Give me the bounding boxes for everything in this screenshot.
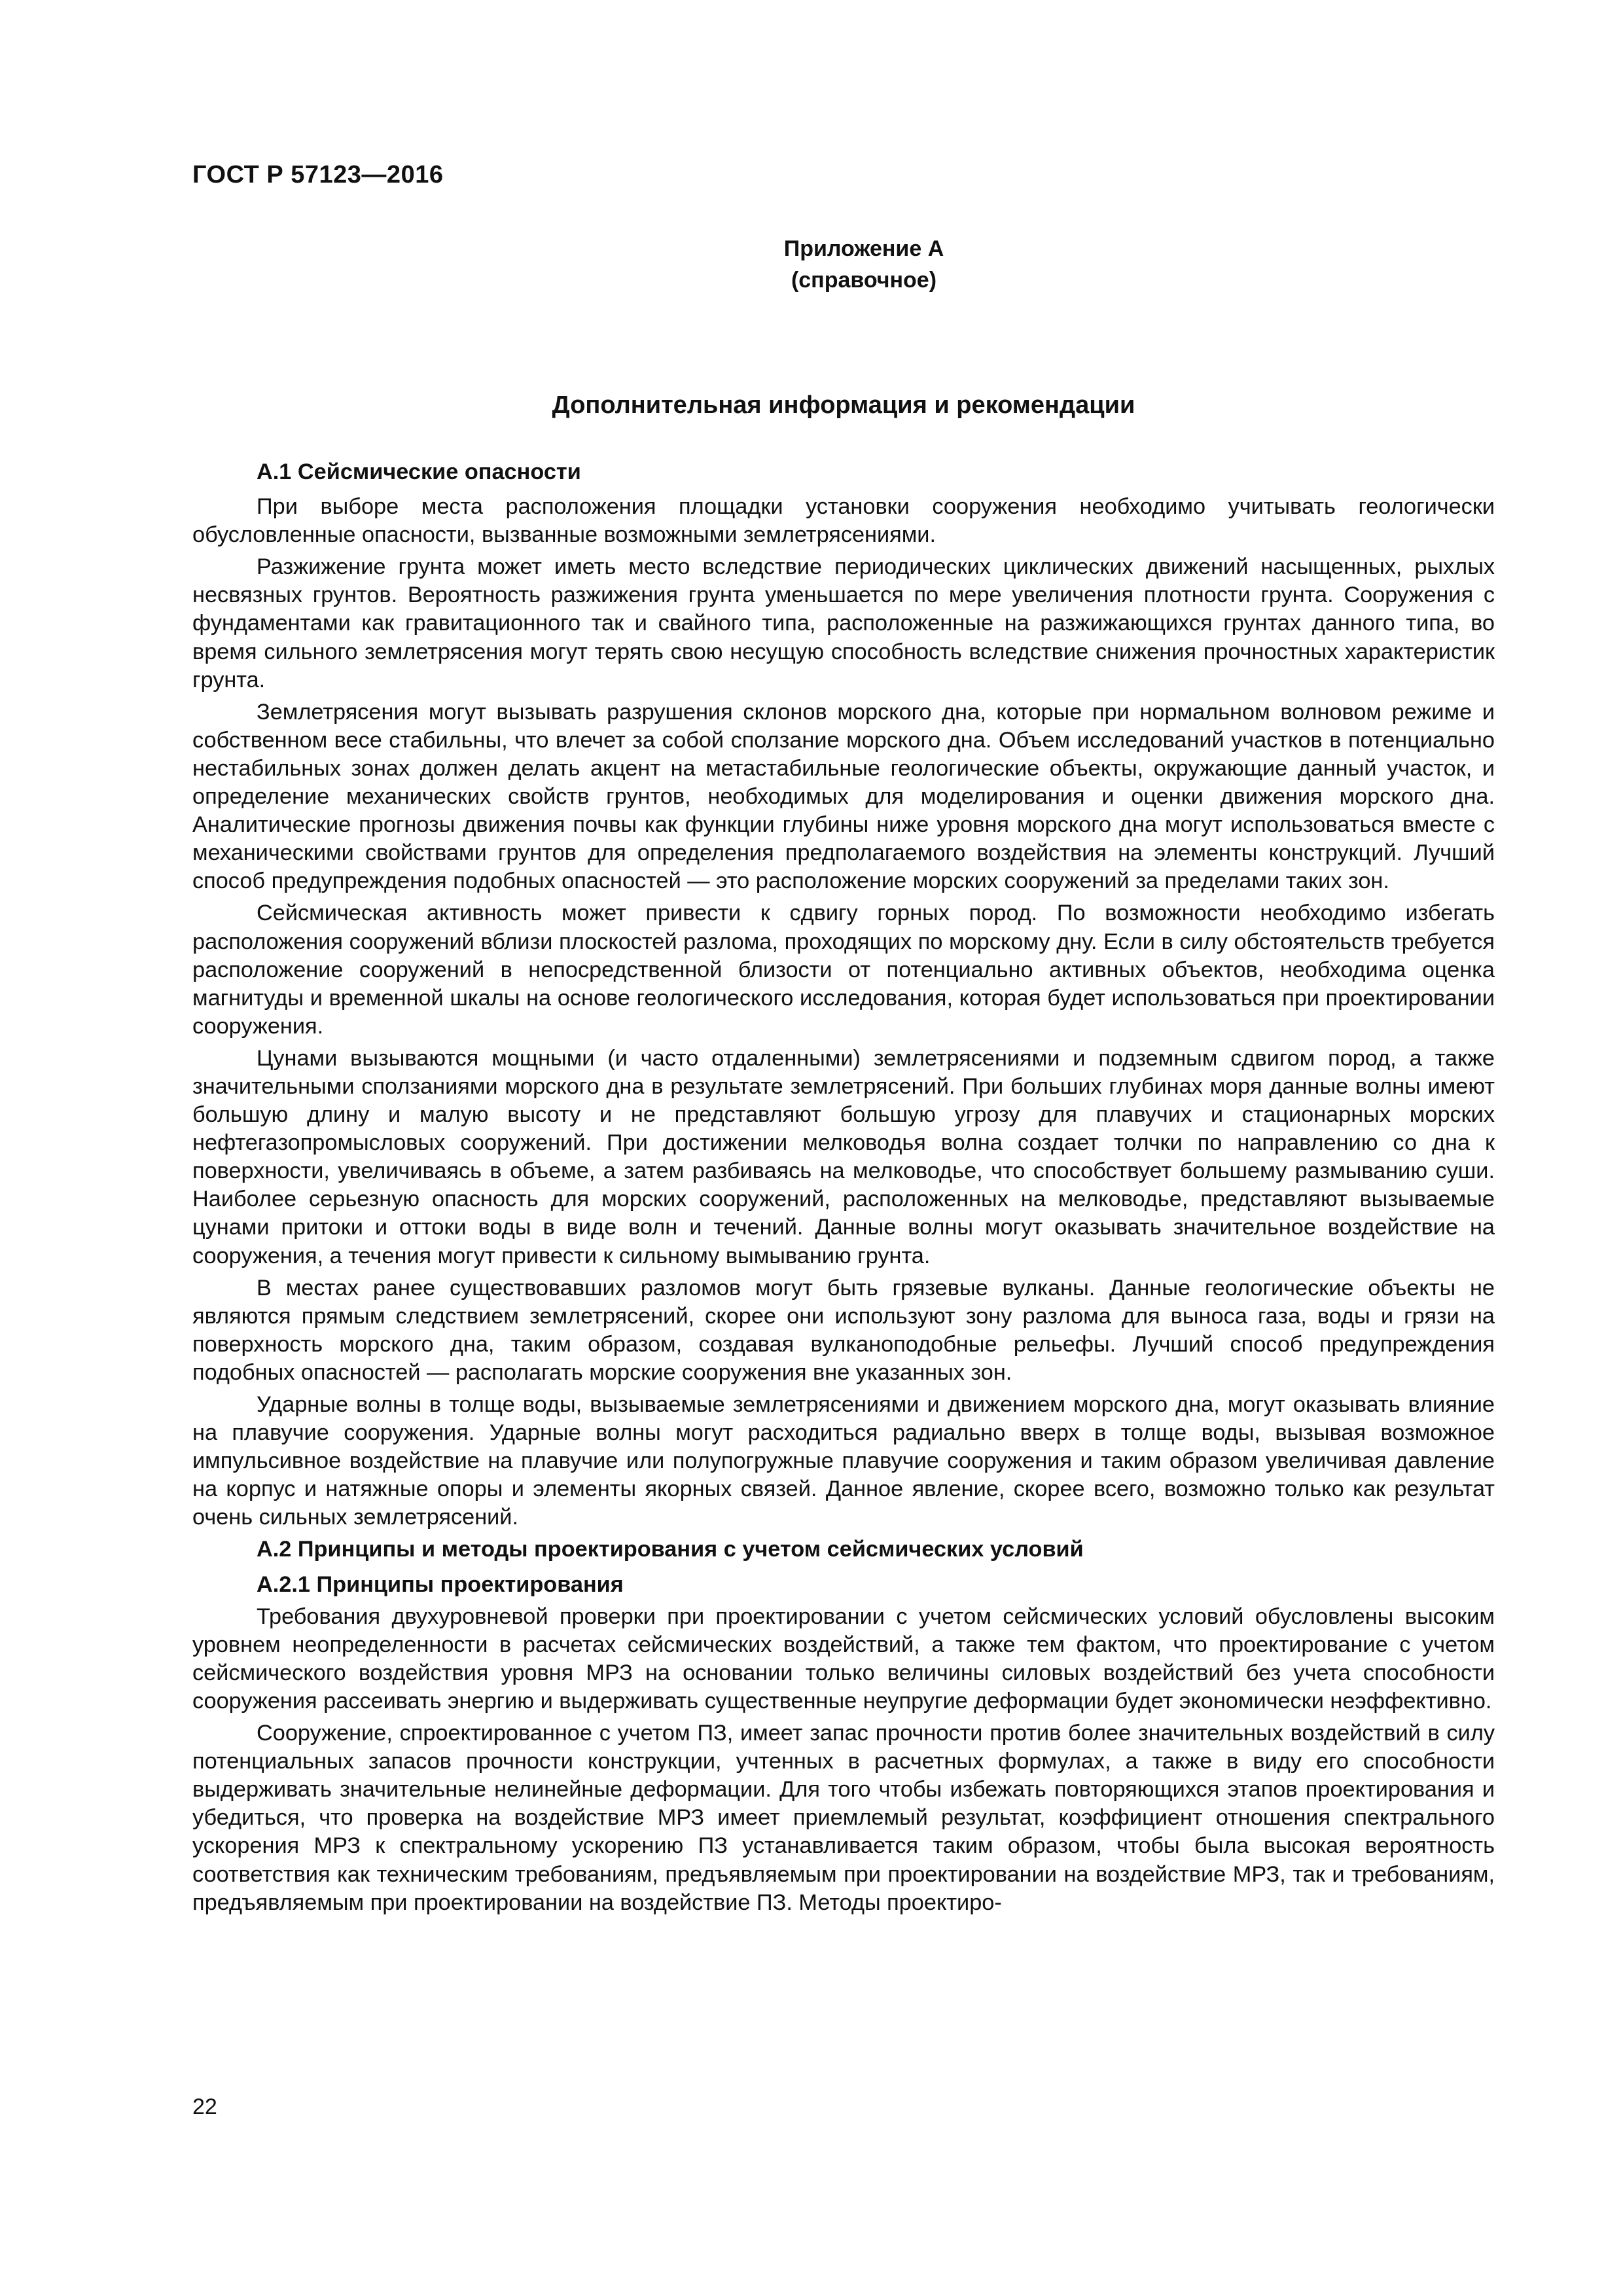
paragraph: Разжижение грунта может иметь место вследствие периодических циклических движений насыщенных, рыхлых несвязных грунтов. Вероятность разжижения грунта уменьшается по мере увеличения плотности грунта. Сооружения с фундаментами как гравитационного так и свайного типа, расположенные на разжижающихся грунтах данного типа, во время сильного землетрясения могут терять свою несущую способность вследствие снижения прочностных характеристик грунта.	[192, 554, 1495, 692]
paragraph: В местах ранее существовавших разломов могут быть грязевые вулканы. Данные геологические объекты не являются прямым следствием землетрясений, скорее они используют зону разлома для выноса газа, воды и грязи на поверхность морского дна, таким образом, создавая вулканоподобные рельефы. Лучший способ предупреждения подобных опасностей — располагать морские сооружения вне указанных зон.	[192, 1275, 1495, 1385]
paragraph: Сооружение, спроектированное с учетом ПЗ, имеет запас прочности против более значительных воздействий в силу потенциальных запасов прочности конструкции, учтенных в расчетных формулах, а также в виду его способности выдерживать значительные нелинейные деформации. Для того чтобы избежать повторяющихся этапов проектирования и убедиться, что проверка на воздействие МРЗ имеет приемлемый результат, коэффициент отношения спектрального ускорения МРЗ к спектральному ускорению ПЗ устанавливается таким образом, чтобы была высокая вероятность соответствия как техническим требованиям, предъявляемым при проектировании на воздействие МРЗ, так и требованиям, предъявляемым при проектировании на воздействие ПЗ. Методы проектиро-	[192, 1721, 1495, 1915]
section-heading-a1: А.1 Сейсмические опасности	[257, 459, 581, 484]
paragraph: Требования двухуровневой проверки при проектировании с учетом сейсмических условий обусловлены высоким уровнем неопределенности в расчетах сейсмических воздействий, а также тем фактом, что проектирование с учетом сейсмического воздействия уровня МРЗ на основании только величины силовых воздействий без учета способности сооружения рассеивать энергию и выдерживать существенные неупругие деформации будет экономически неэффективно.	[192, 1604, 1495, 1713]
paragraph: При выборе места расположения площадки установки сооружения необходимо учитывать геологически обусловленные опасности, вызванные возможными землетрясениями.	[192, 494, 1495, 548]
paragraph: Цунами вызываются мощными (и часто отдаленными) землетрясениями и подземным сдвигом пород, а также значительными сползаниями морского дна в результате землетрясений. При больших глубинах моря данные волны имеют большую длину и малую высоту и не представляют большую угрозу для плавучих и стационарных морских нефтегазопромысловых сооружений. При достижении мелководья волна создает толчки по направлению со дна к поверхности, увеличиваясь в объеме, а затем разбиваясь на мелководье, что способствует большему размыванию суши. Наиболее серьезную опасность для морских сооружений, расположенных на мелководье, представляют вызываемые цунами притоки и оттоки воды в виде волн и течений. Данные волны могут оказывать значительное воздействие на сооружения, а течения могут привести к сильному вымыванию грунта.	[192, 1045, 1495, 1268]
paragraph: Землетрясения могут вызывать разрушения склонов морского дна, которые при нормальном волновом режиме и собственном весе стабильны, что влечет за собой сползание морского дна. Объем исследований участков в потенциально нестабильных зонах должен делать акцент на метастабильные геологические объекты, окружающие данный участок, и определение механических свойств грунтов, необходимых для моделирования и оценки движения морского дна. Аналитические прогнозы движения почвы как функции глубины ниже уровня морского дна могут использоваться вместе с механическими свойствами грунтов для определения предполагаемого воздействия на элементы конструкций. Лучший способ предупреждения подобных опасностей — это расположение морских сооружений за пределами таких зон.	[192, 699, 1495, 894]
appendix-title: Приложение А	[783, 236, 944, 261]
section-heading-a2: А.2 Принципы и методы проектирования с учетом сейсмических условий	[257, 1537, 1084, 1562]
main-title: Дополнительная информация и рекомендации	[552, 391, 1135, 419]
subsection-heading-a2-1: А.2.1 Принципы проектирования	[257, 1571, 624, 1597]
document-code: ГОСТ Р 57123—2016	[192, 161, 444, 188]
page-number: 22	[192, 2094, 217, 2119]
appendix-label	[772, 233, 955, 296]
appendix-type: (справочное)	[791, 268, 937, 293]
paragraph: Ударные волны в толще воды, вызываемые землетрясениями и движением морского дна, могут оказывать влияние на плавучие сооружения. Ударные волны могут расходиться радиально вверх в толще воды, вызывая возможное импульсивное воздействие на плавучие или полупогружные плавучие сооружения и таким образом увеличивая давление на корпус и натяжные опоры и элементы якорных связей. Данное явление, скорее всего, возможно только как результат очень сильных землетрясений.	[192, 1392, 1495, 1530]
document-body	[192, 458, 1495, 1917]
paragraph: Сейсмическая активность может привести к сдвигу горных пород. По возможности необходимо избегать расположения сооружений вблизи плоскостей разлома, проходящих по морскому дну. Если в силу обстоятельств требуется расположение сооружений в непосредственной близости от потенциально активных объектов, необходима оценка магнитуды и временной шкалы на основе геологического исследования, которая будет использоваться при проектировании сооружения.	[192, 901, 1495, 1039]
